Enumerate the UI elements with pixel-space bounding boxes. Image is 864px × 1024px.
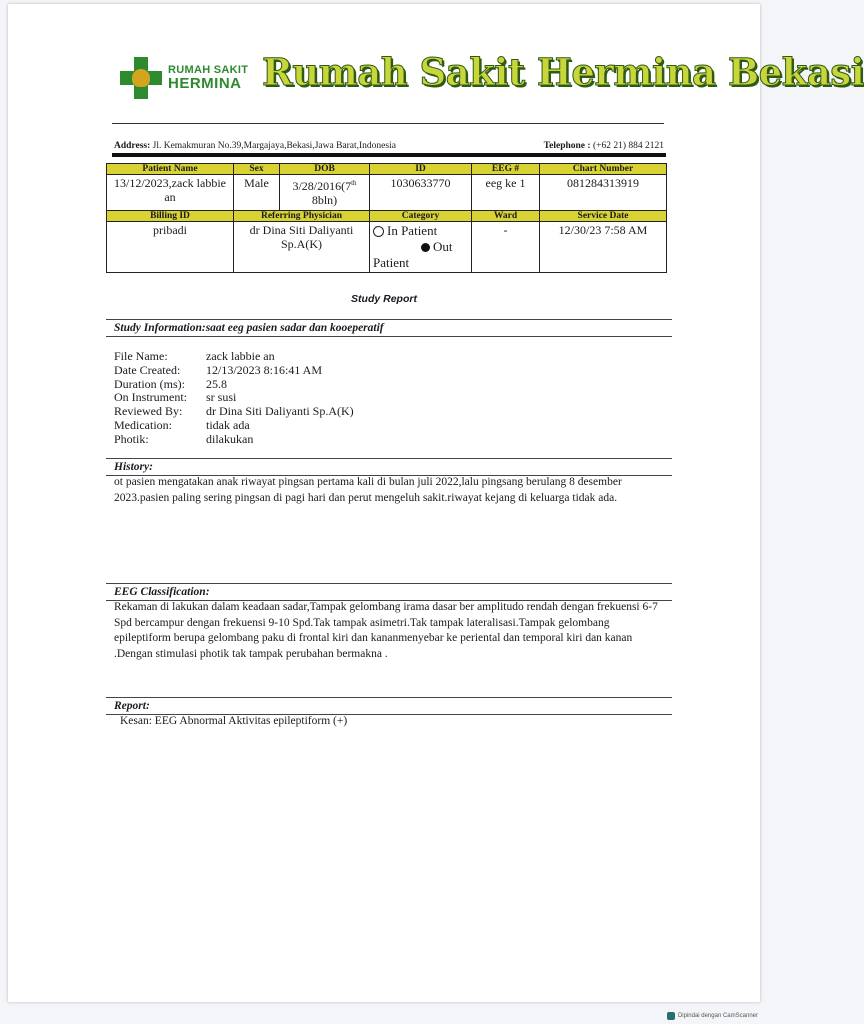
header-billing-id: Billing ID: [107, 211, 234, 222]
header-eeg: EEG #: [472, 164, 540, 175]
chart-number-cell: 081284313919: [540, 175, 667, 211]
history-text: ot pasien mengatakan anak riwayat pingsan pertama kali di bulan juli 2022,lalu pingsang berulang 8 desember 2023.pasien paling sering pingsan di pagi hari dan perut mengeluh sakit.riwayat kejang di keluarga tidak ada.: [114, 476, 622, 504]
billing-id-cell: pribadi: [107, 222, 234, 273]
address-label: Address:: [114, 141, 151, 151]
report-heading: Report:: [106, 697, 672, 715]
service-date-cell: 12/30/23 7:58 AM: [540, 222, 667, 273]
referring-physician-cell: dr Dina Siti Daliyanti Sp.A(K): [234, 222, 370, 273]
history-heading: History:: [106, 458, 672, 476]
list-item: Reviewed By: dr Dina Siti Daliyanti Sp.A(K): [114, 404, 354, 419]
logo-line2: HERMINA: [168, 75, 242, 92]
hermina-cross-icon: [120, 57, 162, 99]
ward-cell: -: [472, 222, 540, 273]
address-bar: [114, 141, 664, 151]
list-item: On Instrument: sr susi: [114, 390, 237, 405]
study-info-heading: Study Information:saat eeg pasien sadar dan kooeperatif: [106, 319, 672, 337]
id-cell: 1030633770: [370, 175, 472, 211]
eeg-classification-heading: EEG Classification:: [106, 583, 672, 601]
table-row: [107, 222, 667, 273]
header-referring-physician: Referring Physician: [234, 211, 370, 222]
header-dob: DOB: [280, 164, 370, 175]
table-header-row: [107, 211, 667, 222]
study-report-title: Study Report: [351, 293, 417, 305]
hospital-title: Rumah Sakit Hermina Bekasi: [262, 50, 864, 94]
list-item: Date Created: 12/13/2023 8:16:41 AM: [114, 362, 323, 377]
list-item: Duration (ms): 25.8: [114, 376, 227, 391]
camscanner-icon: [667, 1012, 675, 1020]
scanner-watermark: [667, 1012, 758, 1020]
category-cell: [370, 222, 472, 273]
header-chart-number: Chart Number: [540, 164, 667, 175]
radio-selected-icon: [421, 243, 430, 252]
dob-cell: 3/28/2016(7th 8bln): [280, 175, 370, 211]
category-out-cont: Patient: [373, 255, 410, 270]
header-patient-name: Patient Name: [107, 164, 234, 175]
address-divider: [112, 153, 666, 157]
report-text: Kesan: EEG Abnormal Aktivitas epileptiform (+): [120, 715, 348, 727]
table-header-row: [107, 164, 667, 175]
header-id: ID: [370, 164, 472, 175]
header-category: Category: [370, 211, 472, 222]
list-item: Medication: tidak ada: [114, 417, 250, 432]
radio-unselected-icon: [373, 226, 384, 237]
scanner-text: Dipindai dengan CamScanner: [677, 1013, 758, 1019]
header-ward: Ward: [472, 211, 540, 222]
address-text: Jl. Kemakmuran No.39,Margajaya,Bekasi,Jawa Barat,Indonesia: [152, 141, 396, 151]
study-info-list: [114, 350, 354, 447]
category-in-patient: In Patient: [387, 223, 438, 238]
logo-line1: RUMAH SAKIT: [168, 64, 249, 76]
eeg-classification-text: Rekaman di lakukan dalam keadaan sadar,Tampak gelombang irama dasar ber amplitudo rendah dengan frekuensi 6-7 Spd bercampur dengan frekuensi 9-10 Spd.Tak tampak asimetri.Tak tampak lateralisasi.Tampak gelombang epileptiform berupa gelombang paku di frontal kiri dan kananmenyebar ke periental dan temporal kiri dan kanan .Dengan stimulasi photik tak tampak perubahan bermakna .: [114, 601, 658, 660]
list-item: Photik: dilakukan: [114, 431, 254, 446]
header-service-date: Service Date: [540, 211, 667, 222]
hospital-logo: [120, 52, 260, 104]
patient-info-table: [106, 163, 667, 273]
sex-cell: Male: [234, 175, 280, 211]
list-item: File Name: zack labbie an: [114, 349, 275, 363]
category-out: Out: [433, 239, 453, 254]
patient-name-cell: 13/12/2023,zack labbie an: [107, 175, 234, 211]
telephone-text: (+62 21) 884 2121: [592, 141, 664, 151]
table-row: [107, 175, 667, 211]
header-sex: Sex: [234, 164, 280, 175]
telephone-label: Telephone :: [543, 141, 591, 151]
document-page: [8, 4, 864, 1002]
header-divider: [112, 123, 664, 124]
eeg-cell: eeg ke 1: [472, 175, 540, 211]
